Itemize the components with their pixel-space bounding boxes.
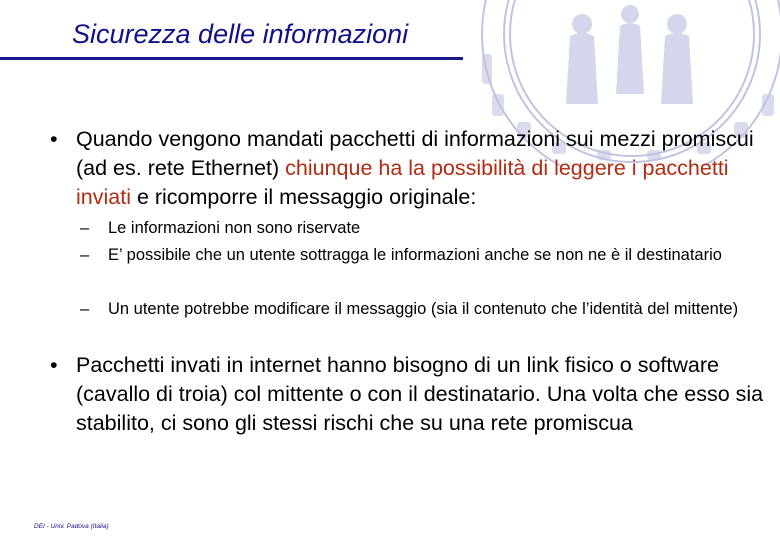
bullet-1-part1: Quando vengono mandati pacchetti di informazioni sui mezzi promiscui (ad es. rete Ethernet): [76, 127, 754, 180]
dash-marker: –: [80, 246, 90, 264]
bullet-1-part2: e ricomporre il messaggio originale:: [130, 185, 477, 209]
bullet-marker: •: [50, 127, 58, 151]
slide-title: Sicurezza delle informazioni: [72, 19, 409, 49]
bullet-text-2: Pacchetti invati in internet hanno bisogno di un link fisico o software (cavallo di troia) col mittente o con il destinatario. Una volta che esso sia stabilito, ci sono gli stessi rischi che su una rete promiscua: [76, 353, 764, 435]
dash-marker: –: [80, 300, 90, 318]
bullet-text-1: [76, 125, 766, 212]
bullet-1-highlight: chiunque ha la possibilità di leggere i pacchetti inviati: [76, 156, 729, 209]
dash-marker: –: [80, 219, 90, 237]
footer-text: DEI - Univ. Padova (Italia): [34, 523, 109, 530]
bullet-marker: •: [50, 353, 58, 377]
sub-item-text: Le informazioni non sono riservate: [108, 219, 361, 237]
sub-item-text: Un utente potrebbe modificare il messaggio (sia il contenuto che l’identità del mittente): [108, 300, 739, 318]
title-underline: [0, 57, 463, 60]
sub-item-text: E’ possibile che un utente sottragga le informazioni anche se non ne è il destinatario: [108, 246, 722, 264]
